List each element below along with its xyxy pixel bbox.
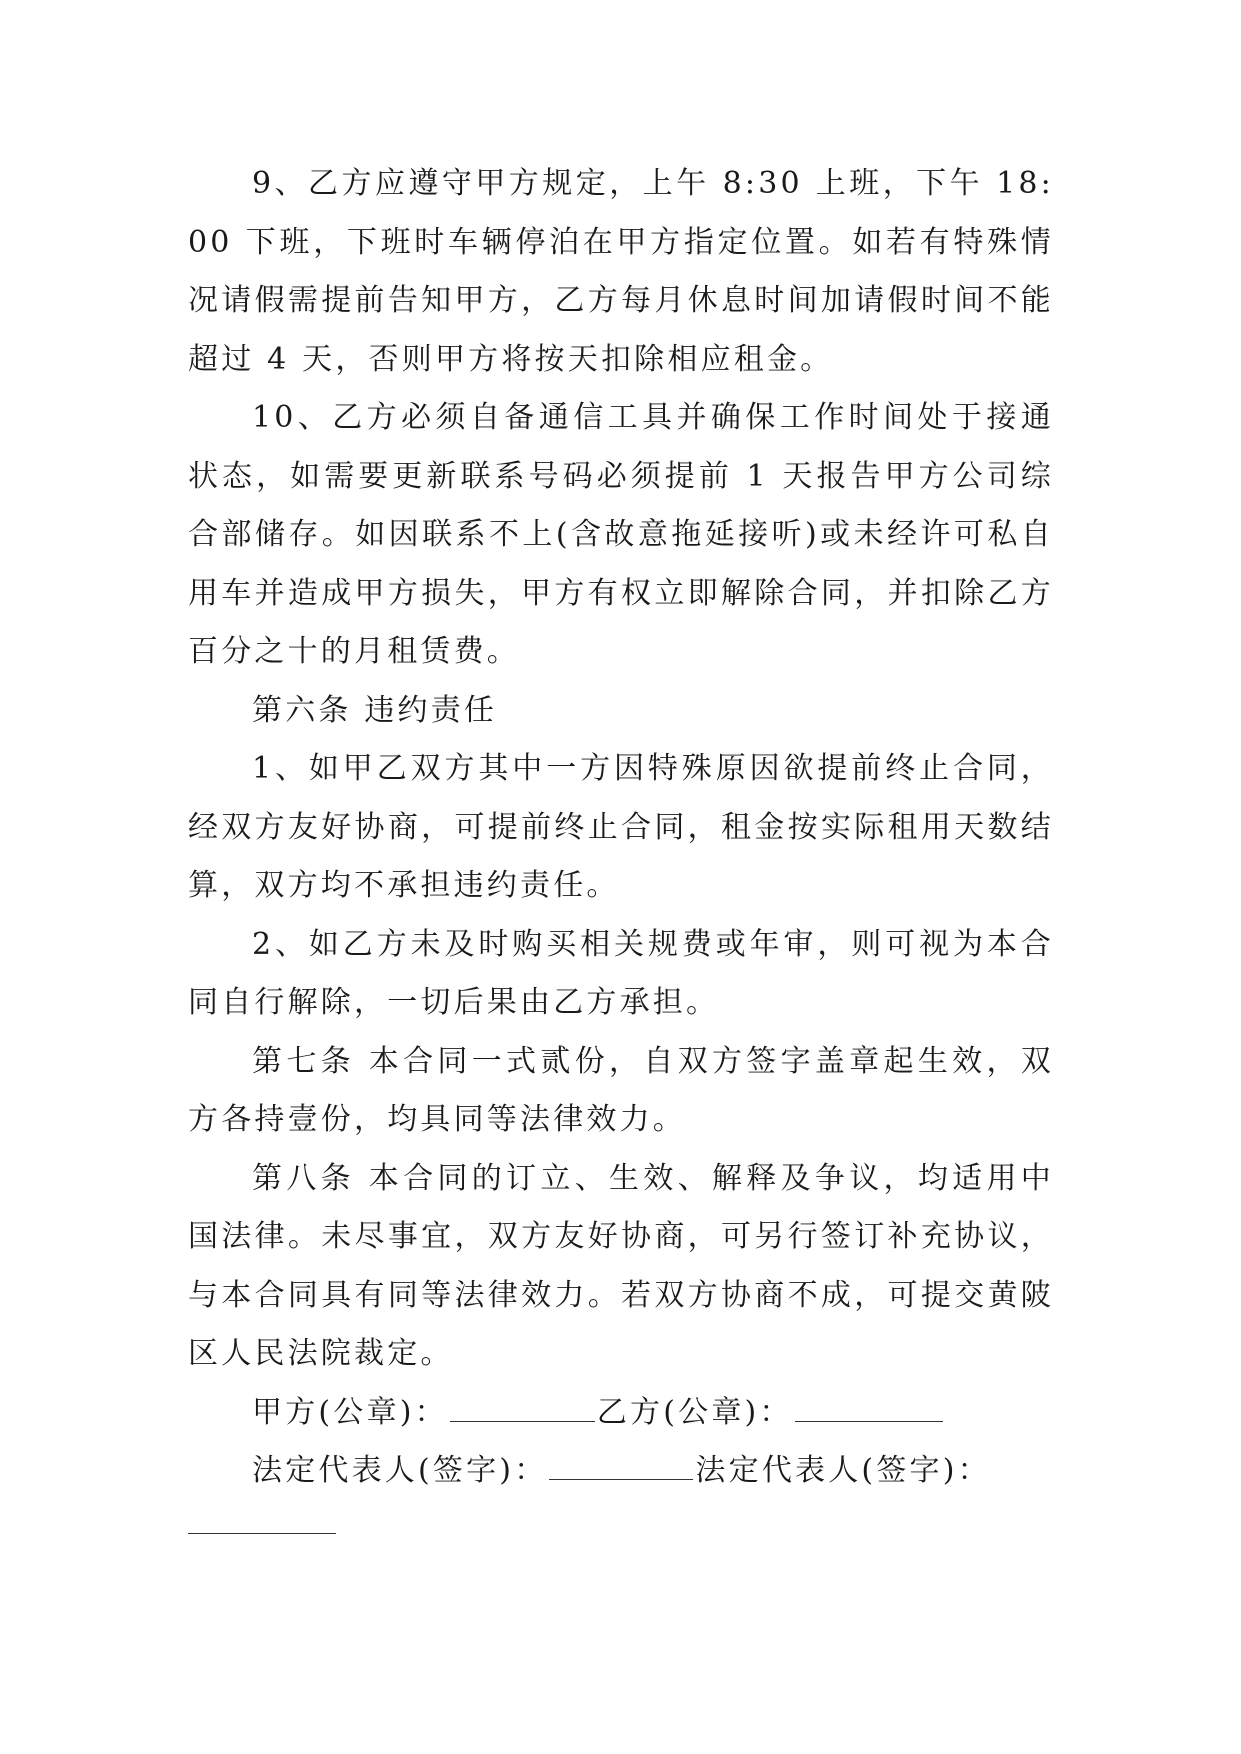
article-6-item-2: 2、如乙方未及时购买相关规费或年审，则可视为本合同自行解除，一切后果由乙方承担。 [188, 926, 1054, 1020]
article-6-heading: 第六条 违约责任 [252, 692, 498, 728]
party-b-rep-blank [188, 1532, 336, 1534]
party-b-seal-label: 乙方(公章)： [596, 1394, 793, 1430]
seal-line [188, 1384, 1054, 1443]
clause-10: 10、乙方必须自备通信工具并确保工作时间处于接通状态，如需要更新联系号码必须提前 1 天报告甲方公司综合部储存。如因联系不上(含故意拖延接听)或未经许可私自用车并造成甲方损失，甲方有权立即解除合同，并扣除乙方百分之十的月租赁费。 [188, 400, 1054, 669]
party-a-rep-blank [549, 1478, 693, 1480]
party-b-rep-blank-line [188, 1519, 1054, 1520]
party-b-rep-label: 法定代表人(签字)： [695, 1453, 991, 1488]
clause-9: 9、乙方应遵守甲方规定，上午 8:30 上班，下午 18:00 下班，下班时车辆停泊在甲方指定位置。如若有特殊情况请假需提前告知甲方，乙方每月休息时间加请假时间不能超过 4 天，否则甲方将按天扣除相应租金。 [188, 166, 1054, 377]
article-7: 第七条 本合同一式贰份，自双方签字盖章起生效，双方各持壹份，均具同等法律效力。 [188, 1043, 1054, 1137]
party-a-seal-label: 甲方(公章)： [252, 1394, 448, 1430]
party-a-seal-blank [450, 1420, 595, 1422]
article-8: 第八条 本合同的订立、生效、解释及争议，均适用中国法律。未尽事宜，双方友好协商，可另行签订补充协议，与本合同具有同等法律效力。若双方协商不成，可提交黄陂区人民法院裁定。 [188, 1160, 1054, 1371]
party-a-rep-label: 法定代表人(签字)： [252, 1453, 548, 1488]
contract-body [188, 155, 1054, 1520]
party-b-seal-blank [795, 1420, 943, 1422]
representative-line [188, 1442, 1054, 1501]
article-6-item-1: 1、如甲乙双方其中一方因特殊原因欲提前终止合同，经双方友好协商，可提前终止合同，租金按实际租用天数结算，双方均不承担违约责任。 [188, 751, 1054, 903]
